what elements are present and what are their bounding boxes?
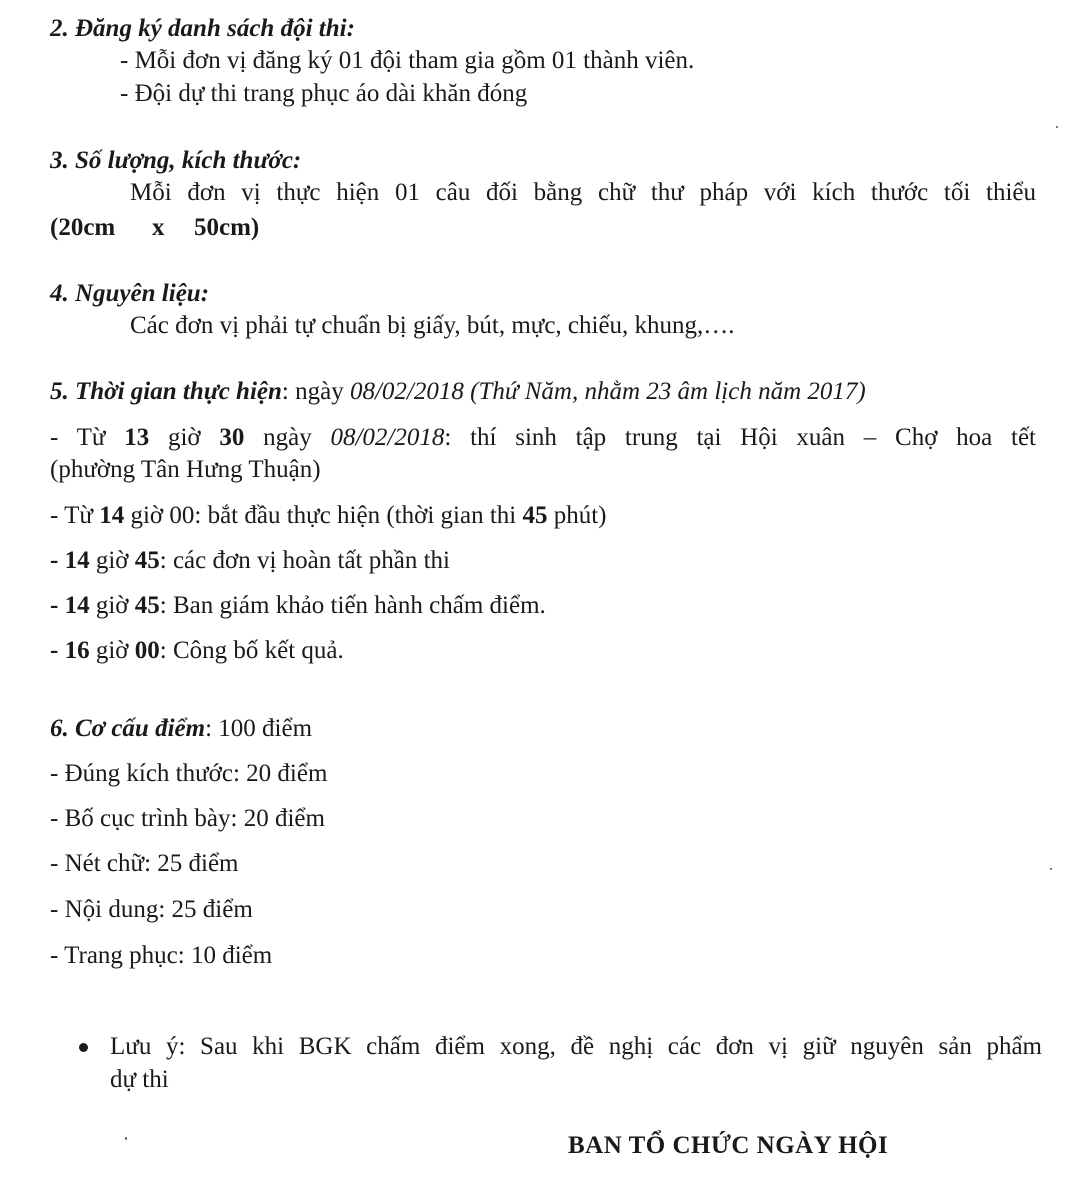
schedule-1-rest: : thí sinh tập trung tại Hội xuân – Chợ hoa tết bbox=[444, 424, 1036, 451]
section-2-heading: 2. Đăng ký danh sách đội thi: bbox=[50, 15, 355, 42]
section-4-heading: 4. Nguyên liệu: bbox=[50, 280, 210, 307]
schedule-item-5 bbox=[50, 636, 344, 666]
section-6-heading: 6. Cơ cấu điểm bbox=[50, 715, 206, 742]
schedule-1-prefix: - Từ bbox=[50, 424, 125, 451]
section-5-heading: 5. Thời gian thực hiện bbox=[50, 378, 282, 405]
schedule-item-1-line-2: (phường Tân Hưng Thuận) bbox=[50, 456, 321, 483]
section-2-item-1: - Mỗi đơn vị đăng ký 01 đội tham gia gồm 01 thành viên. bbox=[120, 47, 695, 74]
score-item-size: - Đúng kích thước: 20 điểm bbox=[50, 760, 328, 787]
schedule-1-day-label: ngày bbox=[244, 424, 331, 451]
schedule-item-2 bbox=[50, 501, 607, 531]
schedule-4-rest: : Ban giám khảo tiến hành chấm điểm. bbox=[159, 592, 546, 619]
schedule-5-mid: giờ bbox=[89, 637, 135, 664]
schedule-4-dash: - bbox=[50, 592, 65, 619]
schedule-5-minute: 00 bbox=[134, 637, 160, 664]
schedule-2-hour: 14 bbox=[99, 502, 125, 529]
schedule-4-mid: giờ bbox=[89, 592, 135, 619]
scan-speck bbox=[1056, 126, 1058, 128]
section-3-line: Mỗi đơn vị thực hiện 01 câu đối bằng chữ thư pháp với kích thước tối thiểu bbox=[130, 179, 1036, 206]
schedule-2-minutes: 45 bbox=[522, 502, 548, 529]
schedule-3-rest: : các đơn vị hoàn tất phần thi bbox=[159, 547, 450, 574]
score-item-strokes: - Nét chữ: 25 điểm bbox=[50, 850, 239, 877]
schedule-3-mid: giờ bbox=[89, 547, 135, 574]
score-item-layout: - Bố cục trình bày: 20 điểm bbox=[50, 805, 325, 832]
size-width: (20cm bbox=[50, 214, 116, 241]
size-height: 50cm) bbox=[194, 214, 260, 241]
schedule-2-prefix: - Từ bbox=[50, 502, 100, 529]
score-item-costume: - Trang phục: 10 điểm bbox=[50, 942, 273, 969]
schedule-1-hour: 13 bbox=[124, 424, 150, 451]
schedule-5-hour: 16 bbox=[64, 637, 90, 664]
section-5-lunar-note: (Thứ Năm, nhằm 23 âm lịch năm 2017) bbox=[470, 378, 866, 405]
scan-speck bbox=[1050, 868, 1052, 870]
schedule-item-3 bbox=[50, 546, 450, 576]
schedule-1-date: 08/02/2018 bbox=[330, 424, 445, 451]
schedule-2-mid: giờ 00: bắt đầu thực hiện (thời gian thi bbox=[124, 502, 523, 529]
schedule-5-dash: - bbox=[50, 637, 65, 664]
schedule-4-minute: 45 bbox=[134, 592, 160, 619]
section-5-heading-line bbox=[50, 377, 866, 407]
section-2-item-2: - Đội dự thi trang phục áo dài khăn đóng bbox=[120, 80, 528, 107]
section-3-heading: 3. Số lượng, kích thước: bbox=[50, 147, 302, 174]
score-item-content: - Nội dung: 25 điểm bbox=[50, 896, 253, 923]
schedule-4-hour: 14 bbox=[64, 592, 90, 619]
signature-block: BAN TỔ CHỨC NGÀY HỘI bbox=[568, 1132, 889, 1159]
note-line-1: Lưu ý: Sau khi BGK chấm điểm xong, đề nghị các đơn vị giữ nguyên sản phẩm bbox=[110, 1033, 1042, 1060]
schedule-5-rest: : Công bố kết quả. bbox=[159, 637, 344, 664]
size-times: x bbox=[152, 214, 165, 241]
schedule-1-mid: giờ bbox=[149, 424, 220, 451]
schedule-item-1 bbox=[50, 423, 1036, 453]
schedule-3-hour: 14 bbox=[64, 547, 90, 574]
section-5-colon: : ngày bbox=[281, 378, 350, 405]
schedule-3-dash: - bbox=[50, 547, 65, 574]
note-line-2: dự thi bbox=[110, 1066, 169, 1093]
schedule-2-suffix: phút) bbox=[547, 502, 607, 529]
scan-speck bbox=[125, 1137, 127, 1140]
section-5-date: 08/02/2018 bbox=[349, 378, 464, 405]
bullet-icon bbox=[79, 1043, 88, 1052]
schedule-1-minute: 30 bbox=[219, 424, 245, 451]
section-4-text: Các đơn vị phải tự chuẩn bị giấy, bút, mực, chiếu, khung,…. bbox=[130, 312, 735, 339]
section-6-heading-line bbox=[50, 714, 312, 744]
section-6-total: : 100 điểm bbox=[205, 715, 313, 742]
schedule-3-minute: 45 bbox=[134, 547, 160, 574]
schedule-item-4 bbox=[50, 591, 546, 621]
